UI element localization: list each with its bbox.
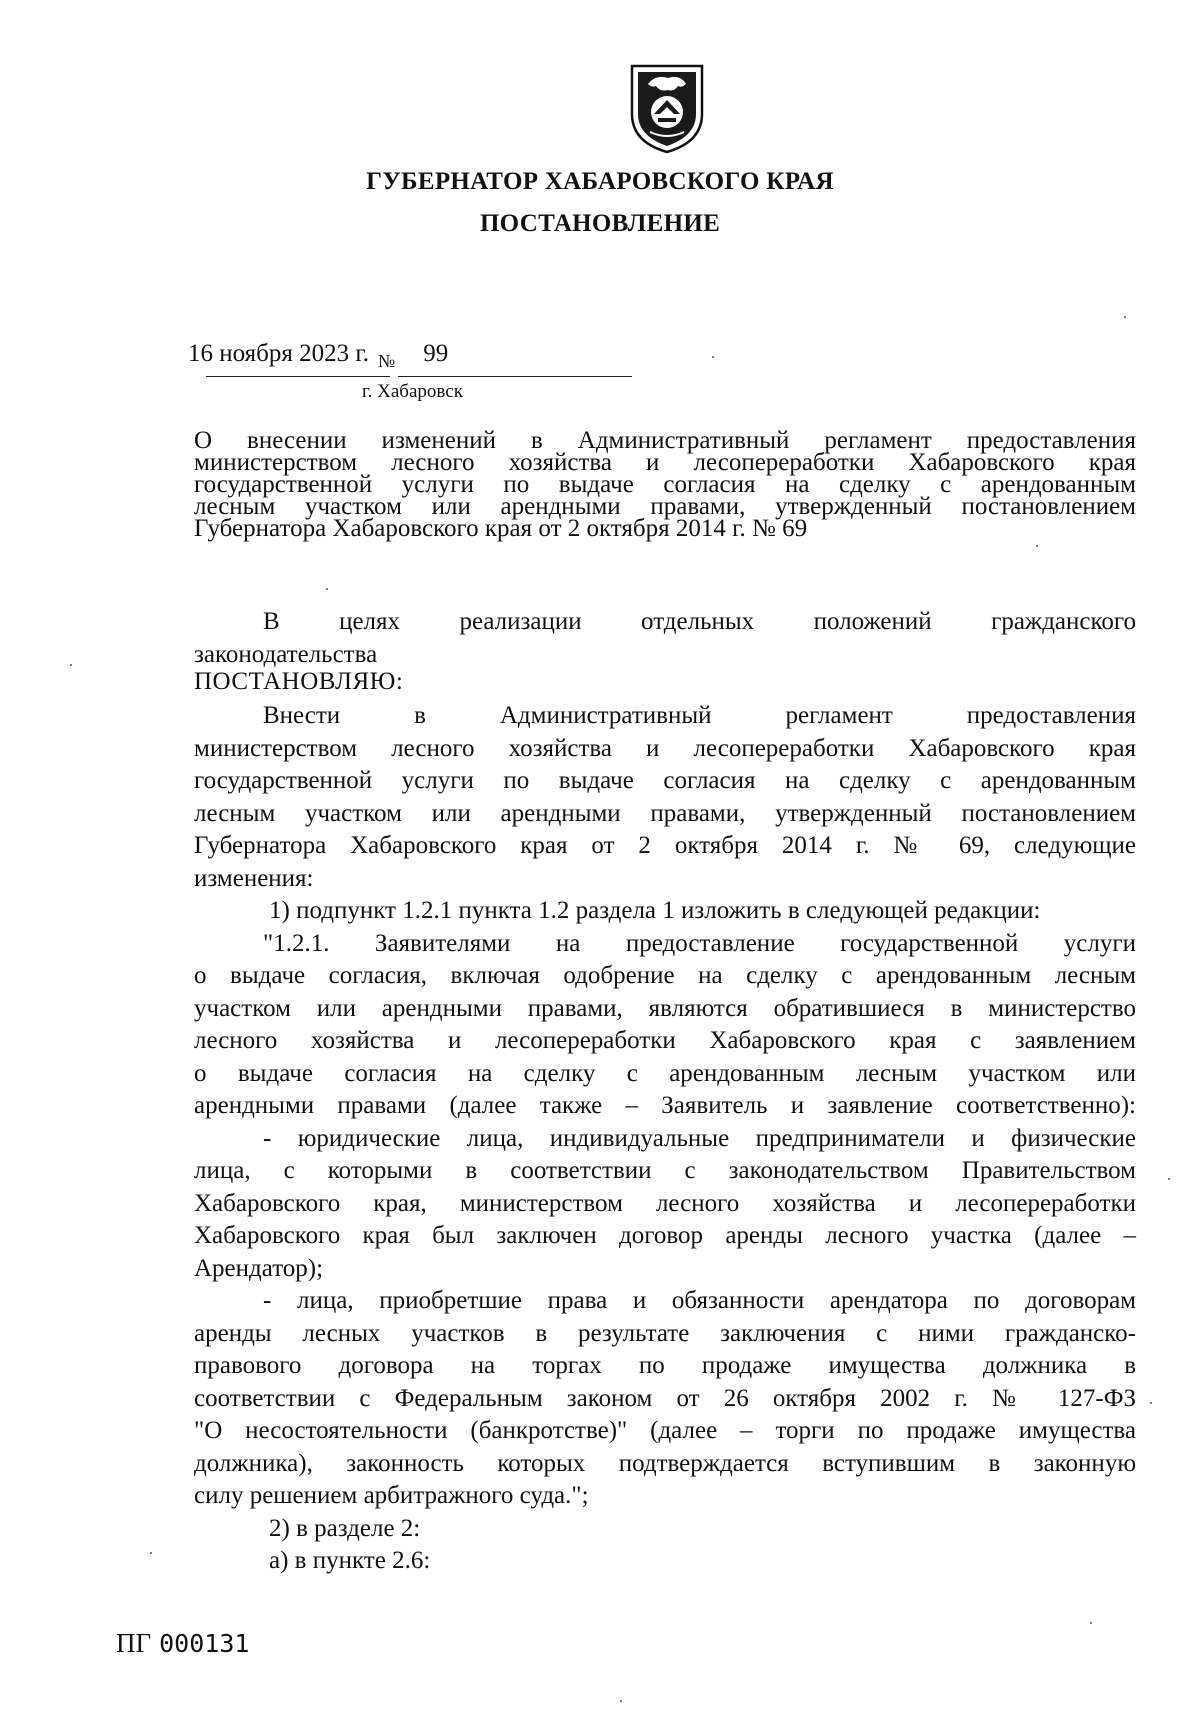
scan-speck: [712, 356, 714, 358]
text-line: о выдаче согласия, включая одобрение на сделку с арендованным лесным: [194, 962, 1136, 989]
title-line: О внесении изменений в Административный регламент предоставления: [194, 427, 1136, 454]
title-line: министерством лесного хозяйства и лесопереработки Хабаровского края: [194, 449, 1136, 476]
scan-speck: [1168, 1178, 1170, 1180]
text-line: Губернатора Хабаровского края от 2 октября 2014 г. № 69, следующие: [194, 832, 1136, 859]
text-line: - юридические лица, индивидуальные предприниматели и физические: [263, 1124, 1136, 1152]
document-date: 16 ноября 2023 г.: [188, 340, 370, 367]
number-underline: [398, 376, 632, 377]
issuing-city: г. Хабаровск: [362, 381, 463, 402]
coat-of-arms-icon: [628, 62, 706, 154]
text-line: "1.2.1. Заявителями на предоставление государственной услуги: [263, 929, 1136, 957]
form-prefix: ПГ: [116, 1628, 152, 1658]
text-line: лесного хозяйства и лесопереработки Хабаровского края с заявлением: [194, 1027, 1136, 1054]
text-line: "О несостоятельности (банкротстве)" (далее – торги по продаже имущества: [194, 1417, 1136, 1444]
title-line: Губернатора Хабаровского края от 2 октября 2014 г. № 69: [194, 515, 808, 542]
scan-speck: [326, 588, 328, 590]
form-code: 000131: [159, 1629, 250, 1658]
form-serial-number: [116, 1628, 249, 1659]
text-line: - лица, приобретшие права и обязанности арендатора по договорам: [263, 1287, 1136, 1314]
text-line: В целях реализации отдельных положений гражданского: [263, 608, 1136, 635]
document-title: [194, 427, 1136, 542]
text-line: лица, с которыми в соответствии с законодательством Правительством: [194, 1157, 1136, 1184]
text-line: 1) подпункт 1.2.1 пункта 1.2 раздела 1 изложить в следующей редакции:: [269, 897, 1041, 924]
document-type: ПОСТАНОВЛЕНИЕ: [479, 210, 721, 237]
text-line: должника), законность которых подтверждается вступившим в законную: [194, 1449, 1136, 1477]
text-line: а) в пункте 2.6:: [269, 1547, 431, 1574]
scan-speck: [620, 1700, 622, 1702]
text-line: арендными правами (далее также – Заявитель и заявление соответственно):: [194, 1092, 1136, 1119]
date-number-row: [188, 340, 449, 371]
body-text: [194, 700, 1136, 1578]
text-line: аренды лесных участков в результате заключения с ними гражданско-: [194, 1319, 1136, 1347]
text-line: Хабаровского края был заключен договор аренды лесного участка (далее –: [194, 1222, 1136, 1249]
text-line: о выдаче согласия на сделку с арендованным лесным участком или: [194, 1059, 1136, 1087]
text-line: лесным участком или арендными правами, утвержденный постановлением: [194, 799, 1136, 827]
scan-speck: [1150, 1402, 1152, 1404]
text-line: участком или арендными правами, являются обратившиеся в министерство: [194, 994, 1136, 1022]
preamble: [194, 606, 1136, 671]
issuing-authority: ГУБЕРНАТОР ХАБАРОВСКОГО КРАЯ: [366, 168, 834, 195]
text-line: Внести в Административный регламент предоставления: [263, 702, 1136, 729]
scan-speck: [1124, 316, 1126, 318]
date-underline: [206, 376, 390, 377]
title-line: лесным участком или арендными правами, утвержденный постановлением: [194, 493, 1136, 520]
text-line: Арендатор);: [194, 1254, 324, 1282]
text-line: законодательства: [194, 640, 378, 668]
text-line: 2) в разделе 2:: [269, 1514, 421, 1542]
scan-speck: [1036, 545, 1038, 547]
text-line: силу решением арбитражного суда.";: [194, 1482, 589, 1509]
title-line: государственной услуги по выдаче согласия на сделку с арендованным: [194, 471, 1136, 498]
text-line: министерством лесного хозяйства и лесопереработки Хабаровского края: [194, 734, 1136, 762]
scan-speck: [1090, 1622, 1092, 1624]
scan-speck: [150, 1552, 152, 1554]
document-number: 99: [423, 340, 449, 367]
text-line: государственной услуги по выдаче согласия на сделку с арендованным: [194, 767, 1136, 794]
text-line: изменения:: [194, 864, 314, 892]
number-sign: №: [378, 351, 396, 371]
text-line: правового договора на торгах по продаже имущества должника в: [194, 1352, 1136, 1379]
scan-speck: [70, 664, 72, 666]
decree-word: ПОСТАНОВЛЯЮ:: [194, 668, 404, 695]
text-line: Хабаровского края, министерством лесного хозяйства и лесопереработки: [194, 1189, 1136, 1217]
text-line: соответствии с Федеральным законом от 26 октября 2002 г. № 127-ФЗ: [194, 1384, 1136, 1412]
